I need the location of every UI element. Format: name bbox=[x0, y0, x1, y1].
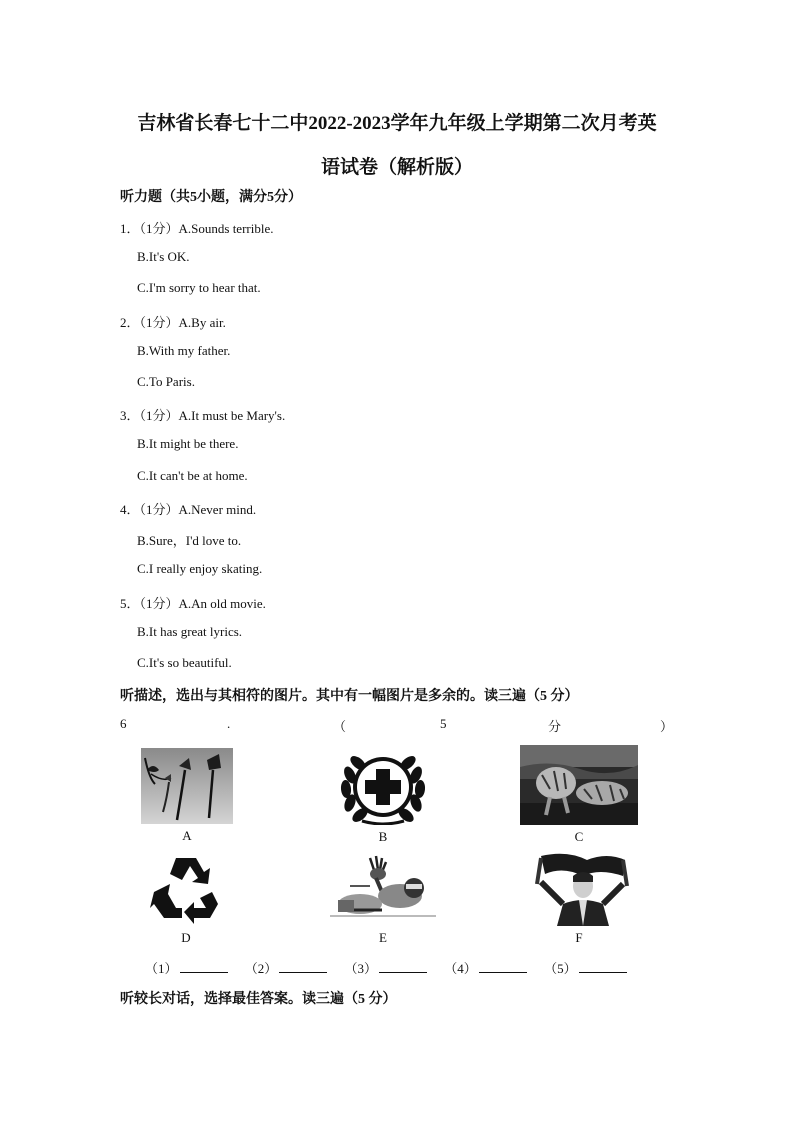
picture-e bbox=[330, 852, 436, 946]
picture-e-label: E bbox=[379, 930, 387, 945]
option-c: C.I'm sorry to hear that. bbox=[137, 280, 261, 295]
option-b: B.It might be there. bbox=[137, 436, 239, 451]
question-6-number: 6 bbox=[120, 716, 127, 731]
question-6-dot: . bbox=[227, 716, 231, 731]
option-b: B.Sure，I'd love to. bbox=[137, 533, 242, 548]
question-1 bbox=[120, 218, 273, 237]
option-b: B.It's OK. bbox=[137, 249, 190, 264]
option-a: （1分）A.Never mind. bbox=[139, 502, 257, 517]
document-title bbox=[100, 102, 694, 190]
question-2 bbox=[120, 312, 226, 331]
picture-d-label: D bbox=[181, 930, 191, 945]
option-a: （1分）A.It must be Mary's. bbox=[139, 408, 286, 423]
picture-c-label: C bbox=[574, 829, 584, 844]
fallen-skier-icon bbox=[330, 852, 436, 926]
question-number: 4． bbox=[120, 502, 140, 517]
section3-heading: 听较长对话，选择最佳答案。读三遍（5 分） bbox=[120, 992, 397, 1007]
picture-a bbox=[141, 748, 233, 844]
section1-heading: 听力题（共5小题，满分5分） bbox=[120, 190, 302, 205]
answer-blank-2[interactable]: （2） bbox=[245, 958, 328, 977]
tiger-photo-icon bbox=[520, 745, 638, 825]
answer-blank-5[interactable]: （5） bbox=[544, 958, 627, 977]
answer-blank-4[interactable]: （4） bbox=[444, 958, 527, 977]
option-c: C.It's so beautiful. bbox=[137, 655, 232, 670]
answer-blanks bbox=[145, 958, 641, 977]
question-6-close-paren: ） bbox=[660, 719, 674, 734]
question-3 bbox=[120, 405, 285, 424]
question-5 bbox=[120, 593, 266, 612]
question-6-unit: 分 bbox=[548, 719, 562, 734]
question-number: 1． bbox=[120, 221, 140, 236]
kites-photo-icon bbox=[141, 748, 233, 824]
section2-heading: 听描述，选出与其相符的图片。其中有一幅图片是多余的。读三遍（5 分） bbox=[120, 689, 579, 704]
question-number: 2． bbox=[120, 315, 140, 330]
title-line-2: 语试卷（解析版） bbox=[320, 157, 473, 178]
skater-with-flag-icon bbox=[527, 852, 631, 926]
picture-b-label: B bbox=[378, 829, 388, 844]
option-c: C.It can't be at home. bbox=[137, 468, 248, 483]
question-number: 3． bbox=[120, 408, 140, 423]
option-c: C.I really enjoy skating. bbox=[137, 561, 263, 576]
picture-f-label: F bbox=[575, 930, 583, 945]
picture-b bbox=[336, 745, 430, 845]
picture-c bbox=[520, 745, 638, 845]
red-cross-emblem-icon bbox=[336, 745, 430, 825]
picture-f bbox=[527, 852, 631, 946]
answer-blank-1[interactable]: （1） bbox=[145, 958, 228, 977]
option-a: （1分）A.Sounds terrible. bbox=[139, 221, 274, 236]
option-b: B.It has great lyrics. bbox=[137, 624, 243, 639]
answer-blank-3[interactable]: （3） bbox=[345, 958, 428, 977]
picture-d bbox=[150, 852, 222, 946]
question-4 bbox=[120, 499, 256, 518]
option-a: （1分）A.An old movie. bbox=[139, 596, 266, 611]
question-6-open-paren: （ bbox=[333, 719, 347, 734]
question-6-score: 5 bbox=[440, 716, 447, 731]
option-a: （1分）A.By air. bbox=[139, 315, 226, 330]
option-c: C.To Paris. bbox=[137, 374, 195, 389]
recycle-icon bbox=[150, 852, 222, 926]
question-number: 5． bbox=[120, 596, 140, 611]
picture-a-label: A bbox=[182, 828, 192, 843]
option-b: B.With my father. bbox=[137, 343, 231, 358]
title-line-1: 吉林省长春七十二中2022-2023学年九年级上学期第二次月考英 bbox=[137, 113, 657, 134]
